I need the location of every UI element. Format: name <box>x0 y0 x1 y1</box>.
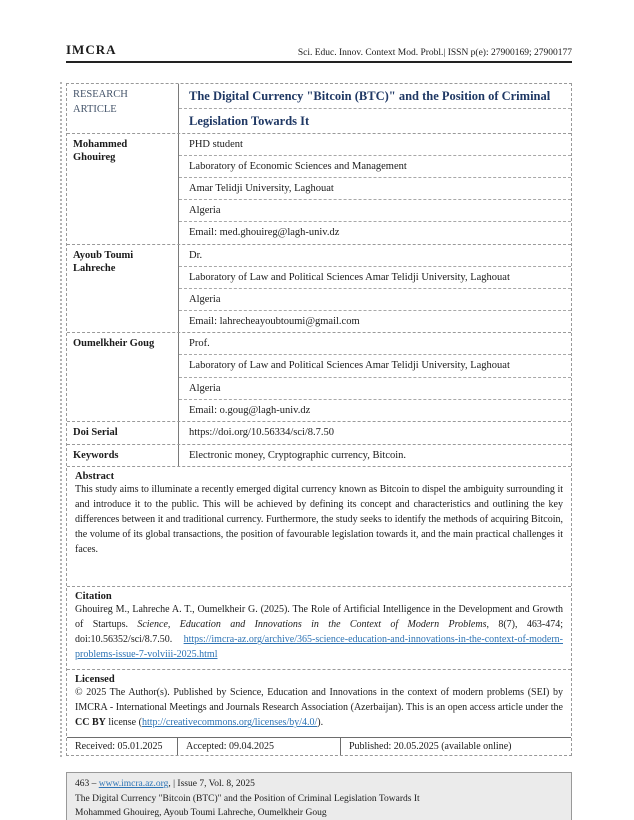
accepted-date: Accepted: 09.04.2025 <box>178 738 341 755</box>
author-2-name: Ayoub Toumi Lahreche <box>67 245 179 333</box>
license-part1: © 2025 The Author(s). Published by Science, Education and Innovations in the context of modern problems (SEI) by IMCRA - International Meetings and Journals Research Association (Azerbaijan). This is an open access article under the <box>75 687 563 714</box>
license-cc-by: CC BY <box>75 717 106 729</box>
citation-text <box>75 602 563 662</box>
license-part2: license ( <box>105 717 142 729</box>
license-cc-link[interactable]: http://creativecommons.org/licenses/by/4.0/ <box>141 717 318 729</box>
article-title-cell <box>179 84 571 133</box>
footer-issue-info: , | Issue 7, Vol. 8, 2025 <box>168 779 255 790</box>
doi-label: Doi Serial <box>67 422 179 444</box>
citation-section <box>67 586 571 669</box>
keywords-label: Keywords <box>67 445 179 467</box>
journal-logo: IMCRA <box>66 42 117 57</box>
published-date: Published: 20.05.2025 (available online) <box>349 741 512 753</box>
footer-authors: Mohammed Ghouireg, Ayoub Toumi Lahreche, Oumelkheir Goug <box>75 807 327 818</box>
doi-value: https://doi.org/10.56334/sci/8.7.50 <box>189 426 335 438</box>
author-1-affiliation-line2: Amar Telidji University, Laghouat <box>179 177 571 199</box>
title-row <box>67 84 571 133</box>
author-1-role: PHD student <box>189 138 243 150</box>
doi-row <box>67 421 571 444</box>
page-header <box>66 42 572 63</box>
journal-issn-info: Sci. Educ. Innov. Context Mod. Probl.| ISSN p(e): 27900169; 27900177 <box>297 48 572 58</box>
author-3-country: Algeria <box>179 377 571 399</box>
citation-part1: Ghouireg M., Lahreche A. T., Oumelkheir G. (2025). The Role of Artificial Intelligence in the Development and Growth of Startups. <box>75 604 563 631</box>
footer-site-link[interactable]: www.imcra.az.org <box>98 779 169 790</box>
author-row-1 <box>67 133 571 244</box>
citation-part2: , 8(7), 463-474; doi:10.56352/sci/8.7.50. <box>75 619 563 646</box>
footer-line1 <box>75 777 563 791</box>
page-footer-box <box>66 772 572 820</box>
dates-row <box>67 737 571 755</box>
author-2-details <box>179 245 571 333</box>
author-1-details <box>179 134 571 244</box>
author-3-affiliation-line1: Laboratory of Law and Political Sciences Amar Telidji University, Laghouat <box>179 354 571 376</box>
decorative-left-edge <box>60 82 62 757</box>
author-row-3 <box>67 332 571 421</box>
author-1-name: Mohammed Ghouireg <box>67 134 179 244</box>
article-type-line2: ARTICLE <box>73 103 117 115</box>
citation-heading: Citation <box>75 591 112 603</box>
footer-article-title: The Digital Currency "Bitcoin (BTC)" and the Position of Criminal Legislation Towards It <box>75 793 420 804</box>
article-metadata-table <box>66 83 572 756</box>
author-3-role: Prof. <box>189 338 210 350</box>
author-row-2 <box>67 244 571 333</box>
abstract-heading: Abstract <box>75 471 115 483</box>
author-1-affiliation-line1: Laboratory of Economic Sciences and Management <box>179 155 571 177</box>
author-2-affiliation-line1: Laboratory of Law and Political Sciences Amar Telidji University, Laghouat <box>179 266 571 288</box>
article-type-label <box>67 84 179 133</box>
author-3-email: Email: o.goug@lagh-univ.dz <box>179 399 571 421</box>
doi-value-cell <box>179 422 571 444</box>
license-heading: Licensed <box>75 674 115 686</box>
article-title-line1: The Digital Currency "Bitcoin (BTC)" and the Position of Criminal <box>189 89 551 103</box>
abstract-section <box>67 466 571 564</box>
license-section <box>67 669 571 737</box>
license-text <box>75 685 563 730</box>
author-3-details <box>179 333 571 421</box>
license-part3: ). <box>317 717 324 729</box>
author-3-name: Oumelkheir Goug <box>67 333 179 421</box>
article-title-line2: Legislation Towards It <box>179 108 571 133</box>
author-2-role: Dr. <box>189 249 203 261</box>
keywords-value: Electronic money, Cryptographic currency, Bitcoin. <box>189 449 407 461</box>
keywords-row <box>67 444 571 467</box>
footer-page-number: 463 – <box>75 779 99 790</box>
section-spacer <box>67 564 571 586</box>
citation-journal-name: Science, Education and Innovations in the Context of Modern Problems <box>137 619 487 631</box>
article-type-line1: RESEARCH <box>73 89 128 100</box>
author-1-country: Algeria <box>179 199 571 221</box>
citation-archive-link[interactable]: https://imcra-az.org/archive/365-science-education-and-innovations-in-the-context-of-modern-problems-issue-7-volviii-2025.html <box>75 634 563 661</box>
author-2-country: Algeria <box>179 288 571 310</box>
keywords-value-cell <box>179 445 571 467</box>
author-1-email: Email: med.ghouireg@lagh-univ.dz <box>179 221 571 243</box>
author-2-email: Email: lahrecheayoubtoumi@gmail.com <box>179 310 571 332</box>
received-date: Received: 05.01.2025 <box>67 738 178 755</box>
abstract-text: This study aims to illuminate a recently emerged digital currency known as Bitcoin to dispel the ambiguity surrounding it and introduce it to the public. This will be achieved by defining its concept and characteristics and outlining the key differences between it and traditional currency. Furthermore, the study seeks to identify the methods of acquiring Bitcoin, the volume of its global transactions, the position of favourable legislation towards it, and the main practical challenges it faces. <box>75 484 563 556</box>
